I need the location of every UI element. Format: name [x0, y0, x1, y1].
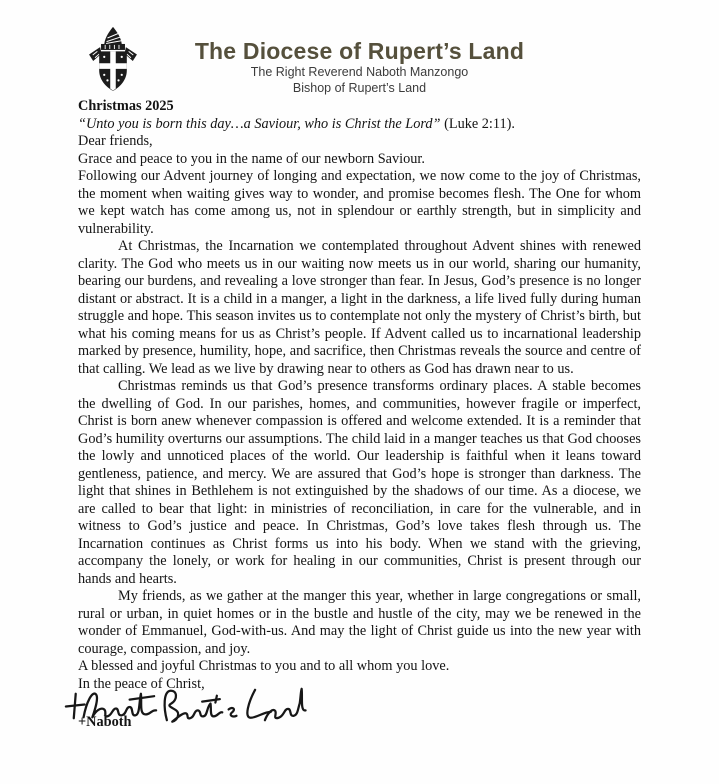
- letter-body: [0, 98, 719, 732]
- bishop-name: The Right Reverend Naboth Manzongo: [250, 65, 469, 79]
- paragraph-3: At Christmas, the Incarnation we contemplated throughout Advent shines with renewed clarity. The God who meets us in our waiting now meets us in our world, sharing our humanity, bearing our burdens, and revealing a love stronger than fear. In Jesus, God’s presence is no longer distant or abstract. It is a child in a manger, a light in the darkness, a life lived fully during human struggle and hope. This season invites us to contemplate not only the mystery of Christ’s birth, but what his coming means for us as Christ’s people. If Advent called us to incarnational leadership marked by presence, humility, hope, and sacrifice, then Christmas reveals the source and centre of that calling. We lead as we live by drawing near to others as God has drawn near to us.: [78, 238, 641, 377]
- scripture-reference: (Luke 2:11).: [440, 115, 516, 132]
- paragraph-1: Grace and peace to you in the name of our newborn Saviour.: [78, 150, 425, 167]
- scripture-quote: [78, 116, 641, 134]
- diocese-title: The Diocese of Rupert’s Land: [194, 38, 525, 64]
- paragraph-4: Christmas reminds us that God’s presence transforms ordinary places. A stable becomes the dwelling of God. In our parishes, homes, and communities, however fragile or imperfect, Christ is born anew whenever compassion is offered and welcome extended. It is a reminder that God’s humility overturns our assumptions. The child laid in a manger teaches us that God chooses the lowly and unnoticed places of the world. Our leadership is faithful when it leans toward gentleness, patience, and mercy. We are assured that God’s hope is stronger than darkness. The light that shines in Bethlehem is not extinguished by the shadows of our time. As a diocese, we are called to bear that light: in ministries of reconciliation, in care for the vulnerable, and in witness to God’s justice and peace. In Christmas, God’s love takes flesh through us. The Incarnation continues as Christ forms us into his body. When we stand with the grieving, accompany the lonely, or work for healing in our communities, Christ is present through our hands and hearts.: [78, 378, 641, 587]
- scripture-quote-text: “Unto you is born this day…a Saviour, who is Christ the Lord”: [78, 115, 441, 132]
- paragraph-5: My friends, as we gather at the manger this year, whether in large congregations or small, rural or urban, in quiet homes or in the bustle and hustle of the city, may we be renewed in the wonder of Emmanuel, God-with-us. And may the light of Christ guide us into the new year with courage, compassion, and joy.: [78, 588, 641, 657]
- paragraph-2: Following our Advent journey of longing and expectation, we now come to the joy of Christmas, the moment when waiting gives way to wonder, and promise becomes flesh. The One for whom we kept watch has come among us, not in splendour or earthly strength, but in simplicity and vulnerability.: [78, 168, 641, 237]
- diocese-crest-icon: [84, 26, 142, 96]
- bishop-title: Bishop of Rupert’s Land: [292, 80, 427, 95]
- blessing-line: A blessed and joyful Christmas to you and to all whom you love.: [78, 658, 450, 674]
- closing-line: In the peace of Christ,: [78, 675, 205, 692]
- date-line: Christmas 2025: [78, 98, 174, 114]
- handwritten-signature: [62, 680, 641, 714]
- letterhead: [0, 0, 719, 98]
- salutation: Dear friends,: [78, 133, 153, 149]
- signature-name: +Naboth: [78, 714, 132, 730]
